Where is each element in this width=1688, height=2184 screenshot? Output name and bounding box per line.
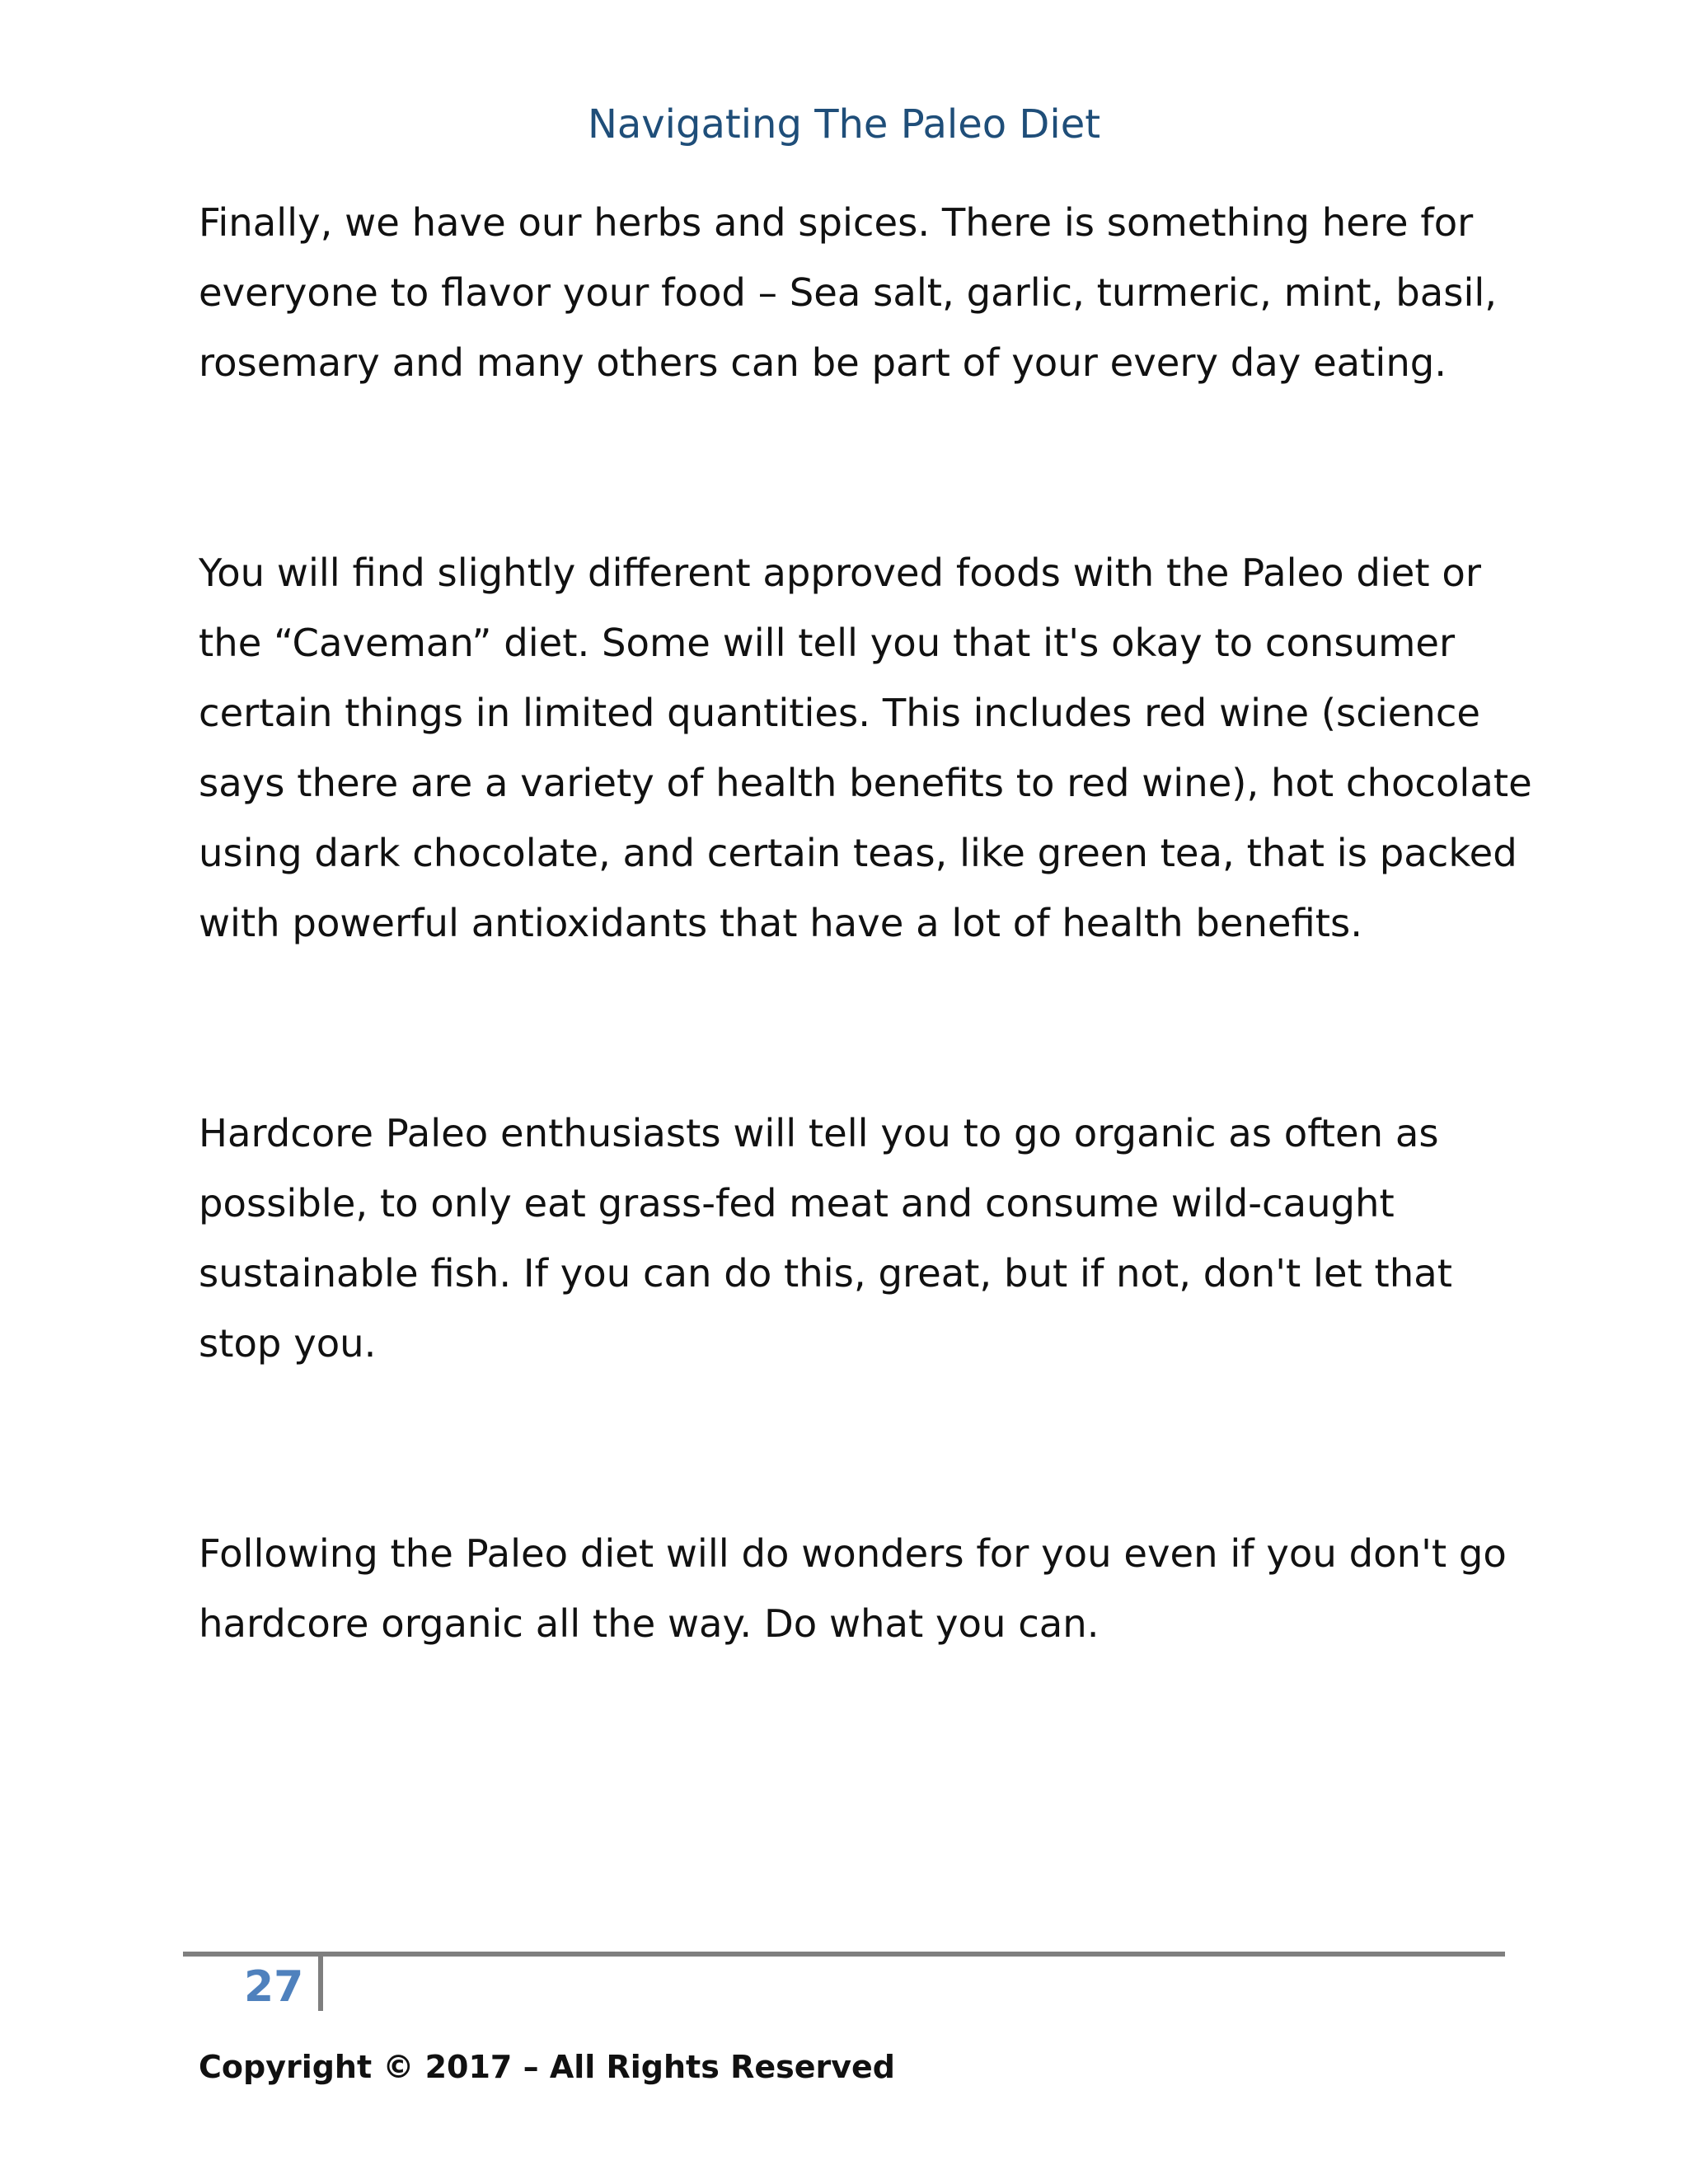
paragraph-do-what-you-can: Following the Paleo diet will do wonders for you even if you don't go hardcore organic all the way. Do what you can. — [199, 1531, 1507, 1646]
paragraph-hardcore-paleo: Hardcore Paleo enthusiasts will tell you to go organic as often as possible, to only eat grass-fed meat and consume wild-caught sustainable fish. If you can do this, great, but if not, don't let that stop you. — [199, 1111, 1452, 1366]
paragraph-approved-foods: You will find slightly different approved foods with the Paleo diet or the “Caveman” diet. Some will tell you that it's okay to consumer certain things in limited quantities. This includes red wine (science says there are a variety of health benefits to red wine), hot chocolate using dark chocolate, and certain teas, like green tea, that is packed with powerful antioxidants that have a lot of health benefits. — [199, 551, 1532, 945]
paragraph-herbs-spices: Finally, we have our herbs and spices. There is something here for everyone to flavor your food – Sea salt, garlic, turmeric, mint, basil, rosemary and many others can be part of your every day eating. — [199, 200, 1498, 385]
copyright-notice: Copyright © 2017 – All Rights Reserved — [199, 2049, 895, 2085]
page-number: 27 — [244, 1962, 304, 2012]
page-header-title: Navigating The Paleo Diet — [587, 101, 1101, 148]
page-number-divider — [318, 1955, 323, 2011]
body-text — [199, 188, 1534, 1659]
footer-divider — [183, 1952, 1505, 1957]
